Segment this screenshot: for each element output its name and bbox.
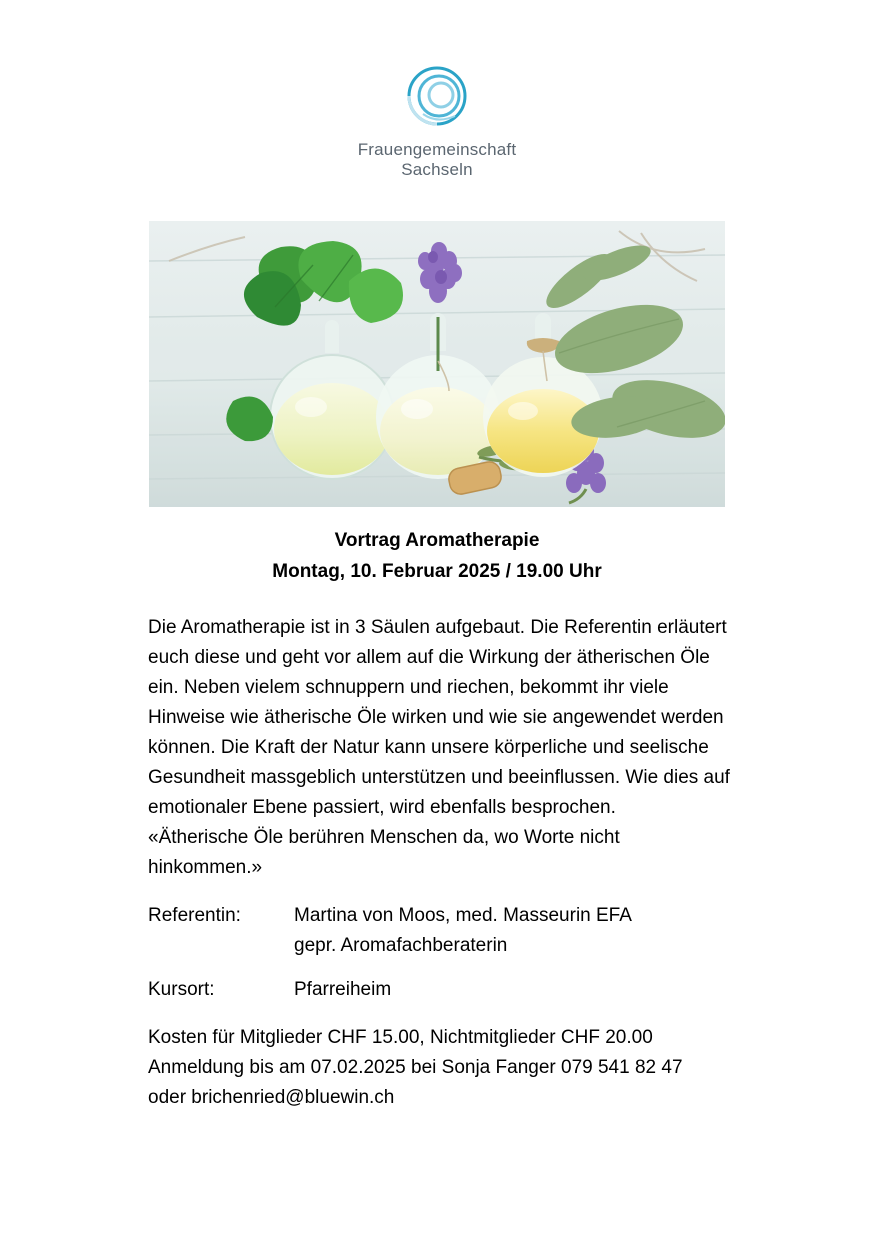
page-title	[0, 525, 874, 587]
circle-logo-icon	[401, 62, 473, 134]
speaker-label: Referentin:	[148, 905, 241, 926]
spacer	[148, 883, 733, 901]
organization-logo	[0, 62, 874, 180]
title-line-2: Montag, 10. Februar 2025 / 19.00 Uhr	[272, 561, 602, 582]
email-line: oder brichenried@bluewin.ch	[148, 1087, 395, 1108]
location-label: Kursort:	[148, 979, 215, 1000]
speaker-row	[148, 901, 733, 961]
content-body	[148, 613, 733, 1113]
spacer	[148, 961, 733, 975]
registration-block	[148, 1023, 733, 1113]
costs-line: Kosten für Mitglieder CHF 15.00, Nichtmitglieder CHF 20.00	[148, 1027, 653, 1048]
location-row	[148, 975, 733, 1005]
registration-line: Anmeldung bis am 07.02.2025 bei Sonja Fanger 079 541 82 47	[148, 1057, 683, 1078]
speaker-value	[294, 901, 733, 961]
intro-paragraph: Die Aromatherapie ist in 3 Säulen aufgebaut. Die Referentin erläutert euch diese und geht vor allem auf die Wirkung der ätherischen Öle ein. Neben vielem schnuppern und riechen, bekommt ihr viele Hinweise wie ätherische Öle wirken und wie sie angewendet werden können. Die Kraft der Natur kann unsere körperliche und seelische Gesundheit massgeblich unterstützen und beeinflussen. Wie dies auf emotionaler Ebene passiert, wird ebenfalls besprochen.	[148, 617, 730, 818]
logo-line-1: Frauengemeinschaft	[357, 140, 517, 159]
title-line-1: Vortrag Aromatherapie	[334, 530, 540, 551]
logo-line-2: Sachseln	[401, 160, 473, 179]
location-value: Pfarreiheim	[294, 979, 392, 1000]
logo-wordmark	[358, 140, 517, 180]
speaker-qualification: gepr. Aromafachberaterin	[294, 935, 508, 956]
speaker-name: Martina von Moos, med. Masseurin EFA	[294, 905, 632, 926]
spacer	[148, 1005, 733, 1023]
quote-paragraph: «Ätherische Öle berühren Menschen da, wo Worte nicht hinkommen.»	[148, 827, 620, 878]
essential-oils-photo	[149, 221, 725, 507]
